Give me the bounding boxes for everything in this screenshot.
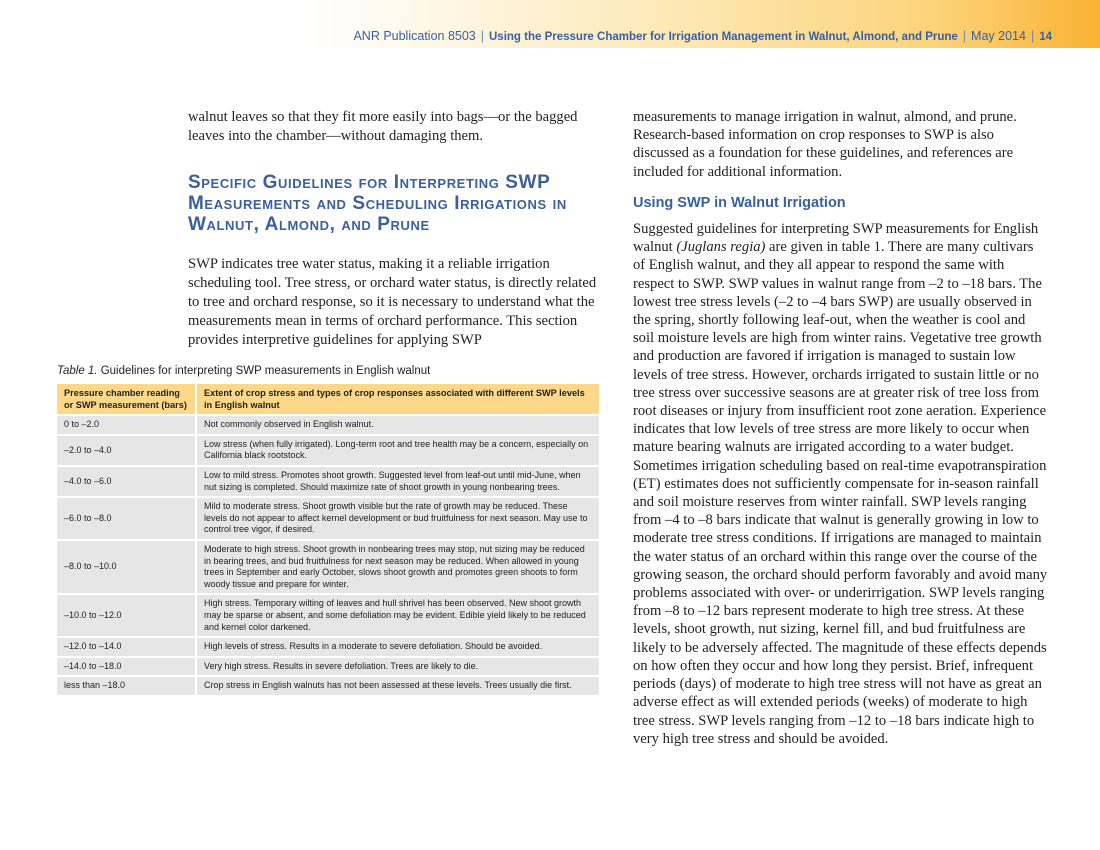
header-separator: | bbox=[962, 29, 967, 43]
table-row bbox=[57, 637, 599, 657]
table-cell-description: High stress. Temporary wilting of leaves and hull shrivel has been observed. New shoot growth may be sparse or absent, and some defoliation may be evident. Edible yield likely to be reduced and kernel color darkened. bbox=[196, 594, 599, 637]
page-number: 14 bbox=[1039, 31, 1052, 43]
right-intro-paragraph: measurements to manage irrigation in walnut, almond, and prune. Research-based information on crop responses to SWP is also discussed as a foundation for these guidelines, and references are included for additional information. bbox=[633, 109, 1017, 180]
table-caption-label: Table 1. bbox=[57, 365, 98, 377]
section-heading: Specific Guidelines for Interpreting SWP Measurements and Scheduling Irrigations in Walnut, Almond, and Prune bbox=[188, 172, 567, 235]
table-cell-description: Moderate to high stress. Shoot growth in nonbearing trees may stop, nut sizing may be reduced in bearing trees, and bud fruitfulness for next season may be reduced. When allowed in young trees in September and early October, slows shoot growth and promotes green shoots to form woody tissue and prepare for winter. bbox=[196, 540, 599, 594]
table-cell-range: –8.0 to –10.0 bbox=[57, 540, 196, 594]
publication-label: ANR Publication 8503 bbox=[353, 29, 476, 43]
table-cell-range: less than –18.0 bbox=[57, 676, 196, 695]
table-cell-description: Crop stress in English walnuts has not been assessed at these levels. Trees usually die first. bbox=[196, 676, 599, 695]
table-cell-description: Very high stress. Results in severe defoliation. Trees are likely to die. bbox=[196, 657, 599, 677]
table-header-range: Pressure chamber reading or SWP measurement (bars) bbox=[57, 384, 196, 415]
left-intro-paragraph: walnut leaves so that they fit more easily into bags—or the bagged leaves into the chamber—without damaging them. bbox=[188, 109, 578, 144]
right-column bbox=[633, 108, 1049, 748]
table-caption bbox=[57, 365, 430, 377]
publication-title: Using the Pressure Chamber for Irrigation Management in Walnut, Almond, and Prune bbox=[489, 31, 958, 43]
table-row bbox=[57, 540, 599, 594]
table-row bbox=[57, 594, 599, 637]
walnut-paragraph bbox=[633, 220, 1049, 748]
table-cell-description: Mild to moderate stress. Shoot growth visible but the rate of growth may be reduced. These levels do not appear to affect kernel development or bud fruitfulness for next season. May use to control tree vigor, if desired. bbox=[196, 497, 599, 540]
table-row bbox=[57, 497, 599, 540]
walnut-text-rest: are given in table 1. There are many cultivars of English walnut, and they all appear to respond the same with respect to SWP. SWP values in walnut range from –2 to –18 bars. The lowest tree stress levels (–2 to –4 bars SWP) are usually observed in the spring, shortly following leaf-out, when the weather is cool and soil moisture levels are high from winter rains. Vegetative tree growth and production are favored if irrigation is managed to sustain low levels of tree stress. However, orchards irrigated to sustain little or no tree stress over successive seasons are at greater risk of tree loss from root diseases or injury from insufficient root zone aeration. Experience indicates that low levels of tree stress are more likely to occur when mature bearing walnuts are irrigated according to a water budget. Sometimes irrigation scheduling based on real-time evapotranspiration (ET) estimates does not sufficiently compensate for in-season rainfall and soil moisture reserves from winter rainfall. SWP levels ranging from –4 to –8 bars indicate that walnut is generally growing in low to moderate tree stress conditions. If irrigations are managed to maintain the water status of an orchard within this range over the course of the growing season, the orchard should perform favorably and avoid many problems associated with over- or underirrigation. SWP levels ranging from –8 to –12 bars represent moderate to high tree stress. At these levels, shoot growth, nut sizing, kernel fill, and bud fruitfulness are likely to be adversely affected. The magnitude of these effects depends on how often they occur and how long they persist. Brief, infrequent periods (days) of moderate to high tree stress will not have as great an adverse effect as will extended periods (weeks) of moderate to high tree stress. SWP levels ranging from –12 to –18 bars indicate high to very high tree stress and should be avoided. bbox=[633, 239, 1048, 747]
table-cell-range: 0 to –2.0 bbox=[57, 415, 196, 435]
header-separator: | bbox=[1030, 29, 1035, 43]
table-header-description: Extent of crop stress and types of crop responses associated with different SWP levels in English walnut bbox=[196, 384, 599, 415]
table-caption-text: Guidelines for interpreting SWP measurements in English walnut bbox=[97, 365, 431, 377]
table-cell-range: –6.0 to –8.0 bbox=[57, 497, 196, 540]
walnut-subheading: Using SWP in Walnut Irrigation bbox=[633, 194, 846, 211]
table-cell-description: Low to mild stress. Promotes shoot growth. Suggested level from leaf-out until mid-June, when nut sizing is completed. Should maximize rate of shoot growth in young nonbearing trees. bbox=[196, 466, 599, 497]
table-header-row bbox=[57, 384, 599, 415]
table-cell-description: Not commonly observed in English walnut. bbox=[196, 415, 599, 435]
page-header bbox=[353, 29, 1052, 43]
table-cell-description: Low stress (when fully irrigated). Long-term root and tree health may be a concern, especially on California black rootstock. bbox=[196, 435, 599, 466]
table-cell-range: –12.0 to –14.0 bbox=[57, 637, 196, 657]
publication-date: May 2014 bbox=[971, 29, 1026, 43]
table-row bbox=[57, 466, 599, 497]
left-column bbox=[188, 108, 600, 350]
walnut-text-start: Suggested guidelines for interpreting SWP measurements for English walnut bbox=[633, 221, 1039, 256]
section-paragraph: SWP indicates tree water status, making it a reliable irrigation scheduling tool. Tree stress, or orchard water status, is directly related to tree and orchard response, so it is necessary to understand what the measurements mean in terms of orchard performance. This section provides interpretive guidelines for applying SWP bbox=[188, 256, 597, 348]
table-cell-range: –4.0 to –6.0 bbox=[57, 466, 196, 497]
header-separator: | bbox=[480, 29, 484, 43]
table-cell-range: –2.0 to –4.0 bbox=[57, 435, 196, 466]
table-cell-description: High levels of stress. Results in a moderate to severe defoliation. Should be avoided. bbox=[196, 637, 599, 657]
walnut-species-name: (Juglans regia) bbox=[676, 239, 766, 256]
table-row bbox=[57, 435, 599, 466]
table-row bbox=[57, 676, 599, 695]
table-row bbox=[57, 415, 599, 435]
table-cell-range: –14.0 to –18.0 bbox=[57, 657, 196, 677]
table-cell-range: –10.0 to –12.0 bbox=[57, 594, 196, 637]
swp-guidelines-table bbox=[57, 384, 599, 695]
table-row bbox=[57, 657, 599, 677]
